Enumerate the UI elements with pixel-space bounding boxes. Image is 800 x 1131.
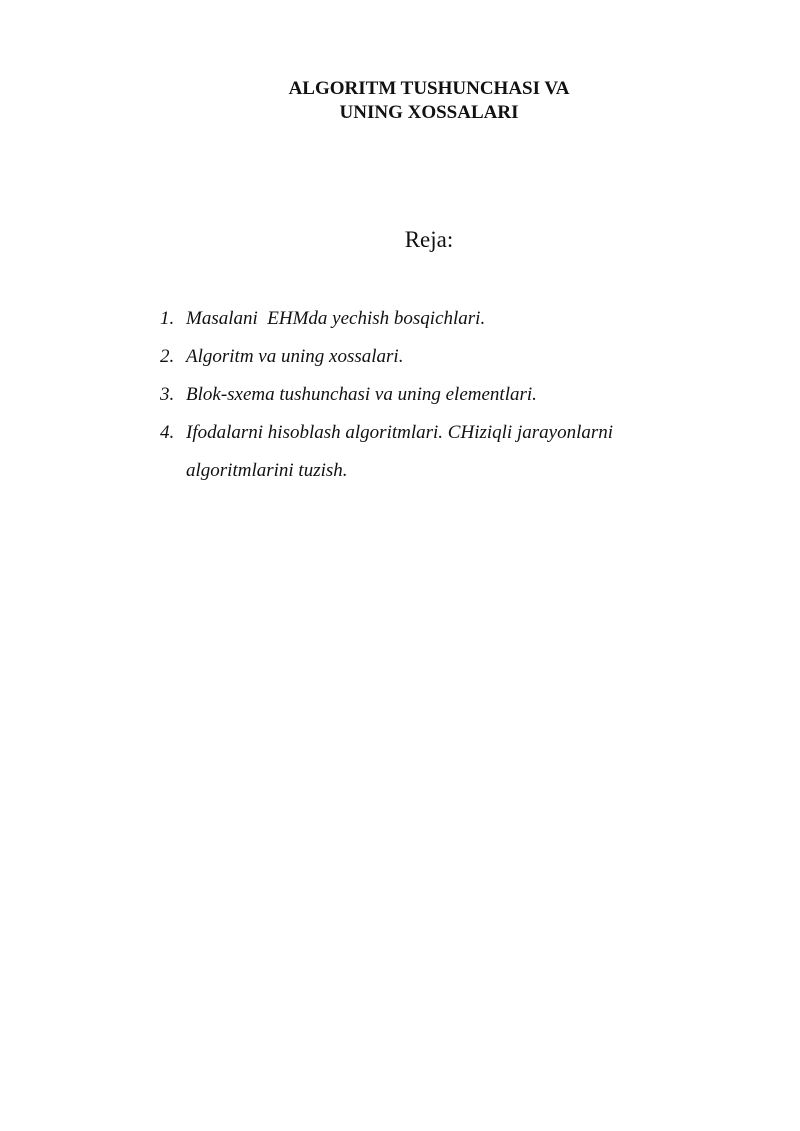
title-line-1: ALGORITM TUSHUNCHASI VA [288, 78, 570, 99]
plan-item [160, 414, 720, 490]
plan-item [160, 376, 720, 414]
plan-item-number: 1. [160, 308, 175, 329]
plan-heading: Reja: [404, 227, 454, 252]
plan-item-text: Algoritm va uning xossalari. [186, 346, 404, 367]
plan-list [160, 300, 720, 490]
plan-item [160, 338, 720, 376]
plan-item-number: 4. [160, 422, 175, 443]
plan-item-text: Ifodalarni hisoblash algoritmlari. CHiziqli jarayonlarni algoritmlarini tuzish. [186, 422, 618, 481]
plan-item-text: Blok-sxema tushunchasi va uning elementlari. [186, 384, 537, 405]
plan-item-number: 2. [160, 346, 175, 367]
plan-item-number: 3. [160, 384, 175, 405]
plan-item-text: Masalani EHMda yechish bosqichlari. [186, 308, 486, 329]
title-line-2: UNING XOSSALARI [339, 102, 519, 123]
plan-item [160, 300, 720, 338]
document-title [0, 77, 800, 125]
